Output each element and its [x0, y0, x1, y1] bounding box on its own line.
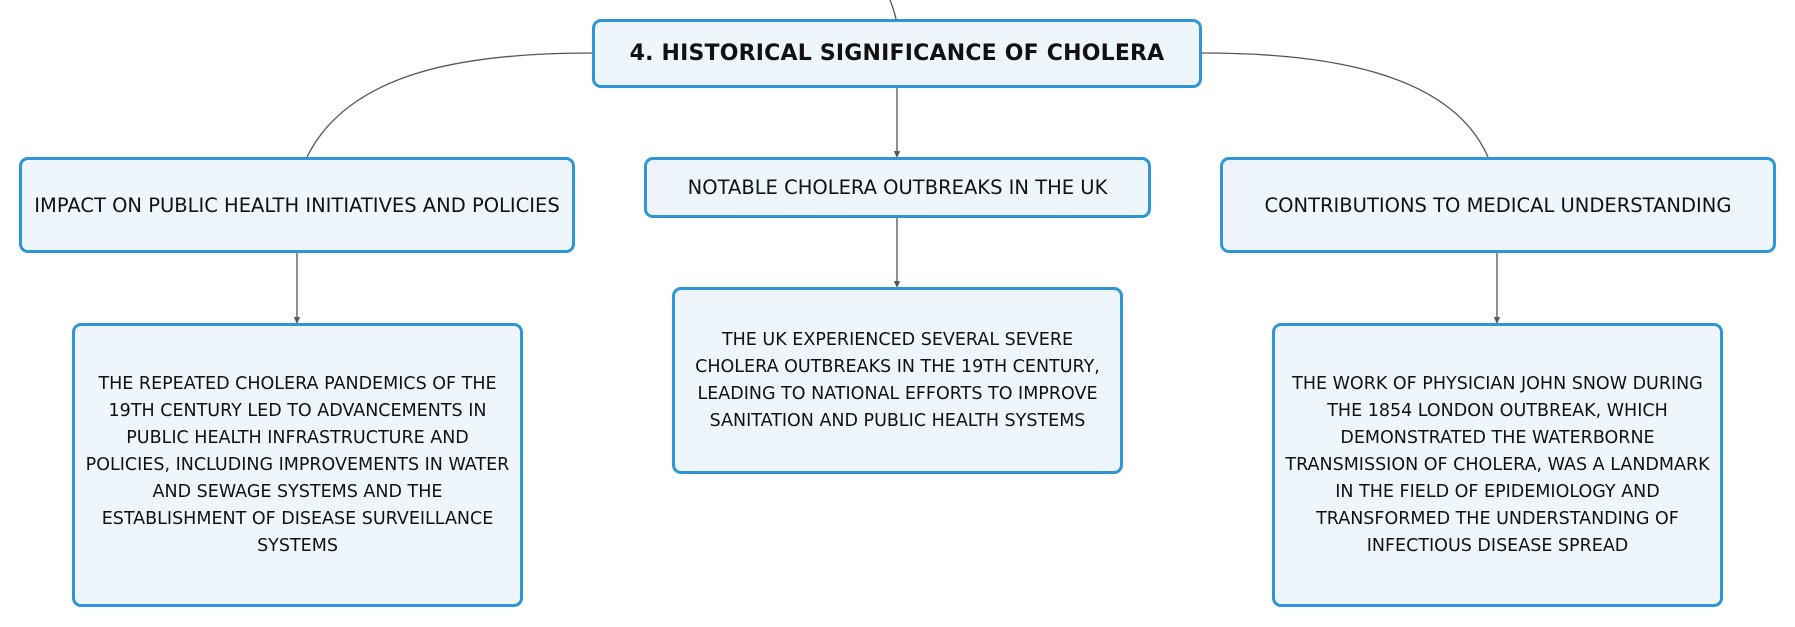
branch-node-uk-outbreaks[interactable]	[644, 157, 1151, 218]
branch-title: IMPACT ON PUBLIC HEALTH INITIATIVES AND POLICIES	[34, 193, 560, 217]
branch-title: NOTABLE CHOLERA OUTBREAKS IN THE UK	[687, 176, 1108, 199]
parent-connector	[890, 0, 896, 19]
detail-node-uk-outbreaks[interactable]	[672, 287, 1123, 474]
detail-node-medical-understanding[interactable]	[1272, 323, 1723, 607]
root-topic-node[interactable]	[592, 19, 1202, 88]
detail-node-public-health-impact[interactable]	[72, 323, 523, 607]
connector-root-to-branch-3	[1202, 53, 1488, 157]
connector-root-to-branch-1	[307, 53, 592, 157]
detail-text: THE WORK OF PHYSICIAN JOHN SNOW DURING THE 1854 LONDON OUTBREAK, WHICH DEMONSTRATED THE WATERBORNE TRANSMISSION OF CHOLERA, WAS A LANDMARK IN THE FIELD OF EPIDEMIOLOGY AND TRANSFORMED THE UNDERSTANDING OF INFECTIOUS DISEASE SPREAD	[1285, 373, 1710, 556]
detail-text: THE REPEATED CHOLERA PANDEMICS OF THE 19TH CENTURY LED TO ADVANCEMENTS IN PUBLIC HEALTH INFRASTRUCTURE AND POLICIES, INCLUDING IMPROVEMENTS IN WATER AND SEWAGE SYSTEMS AND THE ESTABLISHMENT OF DISEASE SURVEILLANCE SYSTEMS	[85, 373, 510, 556]
branch-node-medical-understanding[interactable]	[1220, 157, 1776, 253]
root-topic-title: 4. HISTORICAL SIGNIFICANCE OF CHOLERA	[629, 41, 1165, 66]
branch-title: CONTRIBUTIONS TO MEDICAL UNDERSTANDING	[1264, 193, 1732, 217]
branch-node-public-health-impact[interactable]	[19, 157, 575, 253]
detail-text: THE UK EXPERIENCED SEVERAL SEVERE CHOLERA OUTBREAKS IN THE 19TH CENTURY, LEADING TO NATIONAL EFFORTS TO IMPROVE SANITATION AND PUBLIC HEALTH SYSTEMS	[695, 329, 1100, 431]
